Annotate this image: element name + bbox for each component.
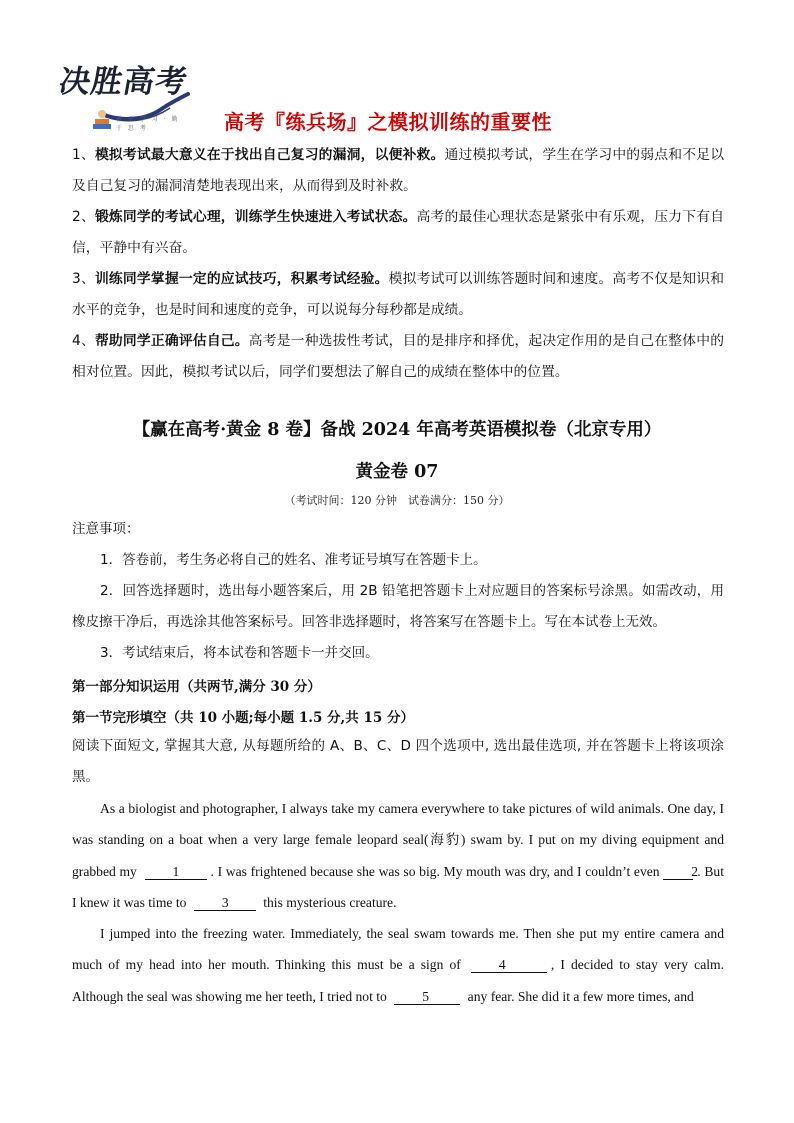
blank-4: 4 (471, 957, 547, 973)
exam-info: （考试时间：120 分钟 试卷满分：150 分） (284, 494, 510, 507)
passage-text: any fear. She did it a few more times, and (467, 988, 694, 1004)
passage-text: . But I knew it was time to (72, 863, 724, 910)
blank-1: 1 (145, 864, 207, 880)
note-item-1: 1．答卷前，考生务必将自己的姓名、准考证号填写在答题卡上。 (100, 552, 487, 568)
student-reading-icon (90, 108, 114, 132)
passage-text: this mysterious creature. (263, 894, 397, 910)
note-item-3: 3．考试结束后，将本试卷和答题卡一并交回。 (100, 645, 379, 661)
point-text: 通过模拟考试，学生在学习中的弱点和不足以及自己复习的漏洞清楚地表现出来，从而得到及时补救。 (72, 147, 725, 194)
point-number: 4、 (72, 333, 95, 349)
point-text: 模拟考试可以训练答题时间和速度。高考不仅是知识和水平的竞争，也是时间和速度的竞争，可以说每分每秒都是成绩。 (72, 271, 725, 318)
blank-3: 3 (194, 895, 256, 911)
exam-title: 【赢在高考·黄金 8 卷】备战 2024 年高考英语模拟卷（北京专用） (132, 420, 662, 440)
passage-text: As a biologist and photographer, I always take my camera everywhere to take pictures of wild animals. One day, I was standing on a boat when a very large female leopard seal(海豹) swam by. I put on my diving equipment and grabbed my (72, 801, 724, 879)
point-bold: 帮助同学正确评估自己。 (94, 333, 249, 349)
promo-title: 高考『练兵场』之模拟训练的重要性 (224, 110, 552, 134)
point-bold: 训练同学掌握一定的应试技巧，积累考试经验。 (94, 271, 389, 287)
passage-paragraph-2 (72, 918, 724, 1012)
point-number: 2、 (72, 209, 95, 225)
section1-heading: 第一节完形填空（共 10 小题;每小题 1.5 分,共 15 分） (72, 710, 414, 726)
point-text: 高考的最佳心理状态是紧张中有乐观，压力下有自信，平静中有兴奋。 (72, 209, 725, 256)
blank-2: 2 (663, 864, 693, 880)
notes-heading: 注意事项： (72, 521, 140, 537)
section1-instructions: 阅读下面短文, 掌握其大意, 从每题所给的 A、B、C、D 四个选项中, 选出最佳选项, 并在答题卡上将该项涂黑。 (72, 738, 724, 785)
promo-point-4 (72, 326, 724, 388)
passage-paragraph-1 (72, 793, 724, 918)
promo-point-2 (72, 202, 724, 264)
blank-5: 5 (394, 989, 460, 1005)
promo-point-1 (72, 140, 724, 202)
logo-text: 决胜高考 (56, 64, 191, 100)
point-number: 3、 (72, 271, 95, 287)
promo-point-3 (72, 264, 724, 326)
point-number: 1、 (72, 147, 95, 163)
point-bold: 锻炼同学的考试心理，训练学生快速进入考试状态。 (94, 209, 417, 225)
logo-tagline: 善 于 学 习 · 勤 于 思 考 (116, 116, 180, 132)
passage-text: , I decided to stay very calm. Although the seal was showing me her teeth, I tried not to (72, 957, 724, 1004)
point-text: 高考是一种选拔性考试，目的是排序和择优，起决定作用的是自己在整体中的相对位置。因此，模拟考试以后，同学们要想法了解自己的成绩在整体中的位置。 (72, 333, 725, 380)
passage-text: I jumped into the freezing water. Immediately, the seal swam towards me. Then she put my entire camera and much of my head into her mouth. Thinking this must be a sign of (72, 926, 724, 973)
part1-heading: 第一部分知识运用（共两节,满分 30 分） (72, 679, 321, 695)
exam-subtitle: 黄金卷 07 (355, 462, 439, 482)
passage-text: . I was frightened because she was so big. My mouth was dry, and I couldn’t even (210, 863, 660, 879)
note-item-2: 2．回答选择题时，选出每小题答案后，用 2B 铅笔把答题卡上对应题目的答案标号涂黑。如需改动，用橡皮擦干净后，再选涂其他答案标号。回答非选择题时，将答案写在答题卡上。写在本试卷上无效。 (72, 583, 724, 630)
point-bold: 模拟考试最大意义在于找出自己复习的漏洞，以便补救。 (94, 147, 445, 163)
logo (56, 56, 191, 136)
